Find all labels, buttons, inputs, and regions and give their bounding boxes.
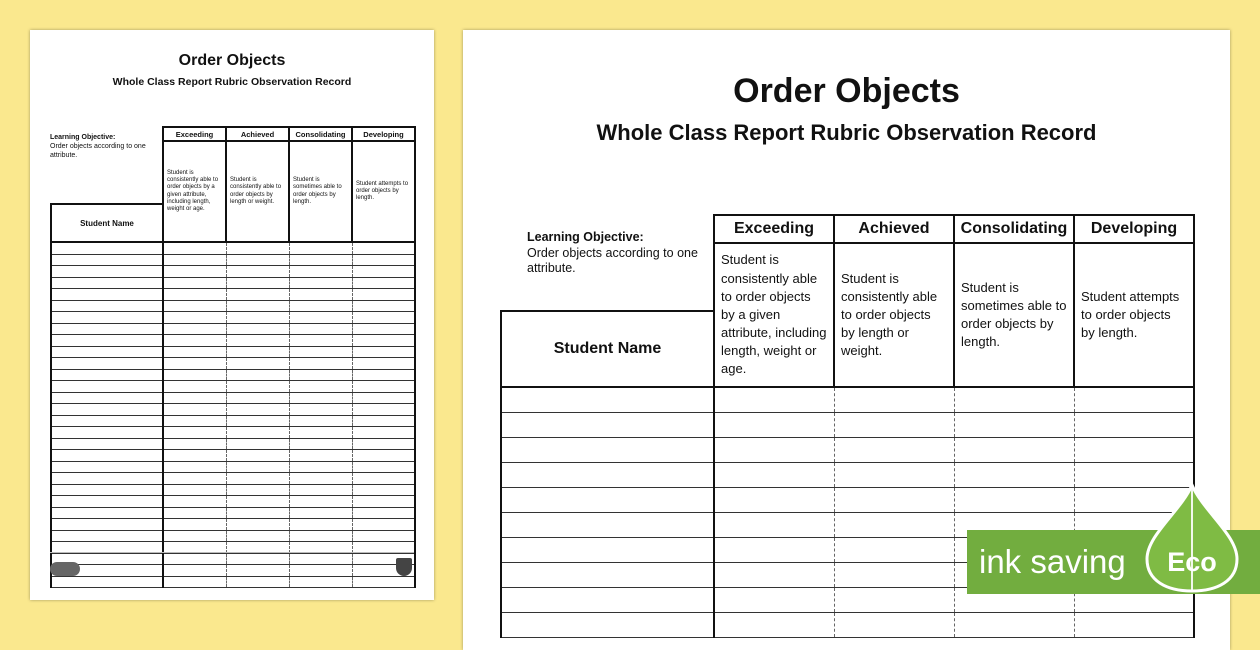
- student-name-cell: [51, 496, 163, 508]
- learning-objective-label: Learning Objective:: [50, 134, 116, 141]
- student-row: [51, 289, 415, 301]
- rating-cell: [352, 438, 415, 450]
- student-row: [51, 565, 415, 577]
- rating-cell: [352, 266, 415, 278]
- rating-cell: [226, 392, 289, 404]
- rating-cell: [226, 254, 289, 266]
- rating-cell: [163, 473, 226, 485]
- rating-cell: [226, 242, 289, 254]
- learning-objective-text: Order objects according to one attribute.: [527, 245, 698, 276]
- rating-cell: [714, 538, 834, 563]
- worksheet-title: Order Objects: [178, 52, 286, 69]
- rating-cell: [352, 358, 415, 370]
- rating-cell: [289, 415, 352, 427]
- student-row: [51, 450, 415, 462]
- objective-spacer: [51, 127, 163, 141]
- rating-cell: [352, 289, 415, 301]
- rating-cell: [163, 381, 226, 393]
- rating-cell: [352, 392, 415, 404]
- rating-cell: [226, 565, 289, 577]
- student-name-cell: [51, 242, 163, 254]
- desc-exceeding: Student is consistently able to order objects by a given attribute, including length, weight or age.: [163, 141, 226, 242]
- rating-cell: [163, 404, 226, 416]
- rating-cell: [163, 369, 226, 381]
- desc-achieved: Student is consistently able to order objects by length or weight.: [834, 243, 954, 387]
- student-name-cell: [501, 613, 714, 638]
- student-name-cell: [51, 484, 163, 496]
- rating-cell: [352, 427, 415, 439]
- rating-cell: [226, 507, 289, 519]
- student-row: [51, 484, 415, 496]
- rating-cell: [289, 576, 352, 588]
- rating-cell: [834, 387, 954, 413]
- rating-cell: [163, 323, 226, 335]
- rating-cell: [834, 438, 954, 463]
- rating-cell: [226, 358, 289, 370]
- student-row: [51, 335, 415, 347]
- rating-cell: [289, 507, 352, 519]
- rating-cell: [289, 519, 352, 531]
- rating-cell: [163, 277, 226, 289]
- rating-cell: [289, 565, 352, 577]
- eco-leaf-icon: [1141, 483, 1243, 593]
- student-name-cell: [501, 488, 714, 513]
- rating-cell: [714, 513, 834, 538]
- rating-cell: [1074, 413, 1194, 438]
- rating-cell: [226, 404, 289, 416]
- rating-cell: [226, 277, 289, 289]
- rating-cell: [289, 335, 352, 347]
- student-row: [51, 519, 415, 531]
- rating-cell: [352, 300, 415, 312]
- desc-exceeding: Student is consistently able to order objects by a given attribute, including length, weight or age.: [714, 243, 834, 387]
- rating-cell: [954, 488, 1074, 513]
- rating-cell: [714, 488, 834, 513]
- student-name-cell: [51, 346, 163, 358]
- student-row: [51, 312, 415, 324]
- rating-cell: [163, 553, 226, 565]
- rating-cell: [289, 530, 352, 542]
- student-row: [51, 277, 415, 289]
- rating-cell: [834, 488, 954, 513]
- rating-cell: [289, 404, 352, 416]
- rating-cell: [226, 369, 289, 381]
- rating-cell: [163, 438, 226, 450]
- student-name-cell: [501, 463, 714, 488]
- eco-label: Eco: [1167, 547, 1217, 577]
- student-row: [51, 553, 415, 565]
- header-exceeding: Exceeding: [714, 215, 834, 243]
- student-row: [51, 369, 415, 381]
- student-name-cell: [51, 277, 163, 289]
- student-name-cell: [501, 538, 714, 563]
- rating-cell: [226, 450, 289, 462]
- rating-cell: [834, 463, 954, 488]
- rating-cell: [289, 300, 352, 312]
- rating-cell: [226, 266, 289, 278]
- rating-cell: [289, 484, 352, 496]
- rating-cell: [352, 415, 415, 427]
- rating-cell: [352, 496, 415, 508]
- rating-cell: [289, 496, 352, 508]
- rating-cell: [289, 266, 352, 278]
- rating-cell: [226, 473, 289, 485]
- student-name-cell: [51, 300, 163, 312]
- rating-cell: [163, 266, 226, 278]
- rating-cell: [289, 358, 352, 370]
- student-name-cell: [51, 312, 163, 324]
- student-row: [51, 300, 415, 312]
- rating-cell: [352, 312, 415, 324]
- rating-cell: [163, 427, 226, 439]
- student-name-cell: [51, 461, 163, 473]
- rating-cell: [163, 507, 226, 519]
- student-name-cell: [501, 513, 714, 538]
- footer-divider: [50, 552, 414, 553]
- student-row: [501, 387, 1194, 413]
- student-name-cell: [51, 415, 163, 427]
- rating-cell: [163, 565, 226, 577]
- rating-cell: [289, 369, 352, 381]
- student-row: [51, 404, 415, 416]
- rating-cell: [352, 369, 415, 381]
- student-name-cell: [51, 519, 163, 531]
- rating-cell: [714, 588, 834, 613]
- student-name-cell: [51, 358, 163, 370]
- rating-cell: [352, 473, 415, 485]
- rating-cell: [289, 346, 352, 358]
- rating-cell: [352, 450, 415, 462]
- rating-cell: [289, 392, 352, 404]
- rating-cell: [954, 387, 1074, 413]
- rating-cell: [352, 484, 415, 496]
- rating-cell: [1074, 613, 1194, 638]
- student-row: [51, 323, 415, 335]
- student-row: [51, 358, 415, 370]
- rating-cell: [954, 413, 1074, 438]
- worksheet-subtitle: Whole Class Report Rubric Observation Record: [596, 120, 1097, 145]
- student-rows: [501, 387, 1194, 638]
- student-name-cell: [51, 576, 163, 588]
- rating-cell: [289, 427, 352, 439]
- student-name-header: Student Name: [501, 311, 714, 387]
- rating-cell: [226, 484, 289, 496]
- worksheet-subtitle: Whole Class Report Rubric Observation Record: [112, 76, 352, 88]
- rating-cell: [289, 254, 352, 266]
- rating-cell: [714, 438, 834, 463]
- student-row: [51, 576, 415, 588]
- rating-cell: [163, 346, 226, 358]
- rating-cell: [226, 381, 289, 393]
- student-row: [501, 463, 1194, 488]
- rating-cell: [163, 335, 226, 347]
- learning-objective-text: Order objects according to one attribute.: [50, 142, 146, 159]
- rating-cell: [226, 576, 289, 588]
- student-row: [51, 530, 415, 542]
- student-row: [51, 473, 415, 485]
- rating-cell: [163, 450, 226, 462]
- student-name-cell: [501, 387, 714, 413]
- student-name-cell: [51, 404, 163, 416]
- student-name-cell: [51, 323, 163, 335]
- desc-achieved: Student is consistently able to order objects by length or weight.: [226, 141, 289, 242]
- rating-cell: [352, 519, 415, 531]
- rating-cell: [714, 387, 834, 413]
- rating-cell: [714, 413, 834, 438]
- student-row: [51, 254, 415, 266]
- rating-cell: [226, 312, 289, 324]
- student-name-cell: [501, 588, 714, 613]
- rating-cell: [226, 323, 289, 335]
- rating-cell: [289, 312, 352, 324]
- student-name-cell: [501, 413, 714, 438]
- desc-consolidating: Student is sometimes able to order objects by length.: [289, 141, 352, 242]
- rating-cell: [834, 563, 954, 588]
- objective-spacer: [501, 215, 714, 243]
- rating-cell: [352, 335, 415, 347]
- rating-cell: [352, 381, 415, 393]
- rating-cell: [352, 242, 415, 254]
- rating-cell: [352, 277, 415, 289]
- rating-cell: [163, 312, 226, 324]
- rating-cell: [226, 335, 289, 347]
- desc-developing: Student attempts to order objects by length.: [352, 141, 415, 242]
- student-name-cell: [51, 507, 163, 519]
- student-row: [51, 346, 415, 358]
- rating-cell: [289, 277, 352, 289]
- rating-cell: [226, 553, 289, 565]
- rating-cell: [226, 346, 289, 358]
- rating-cell: [226, 461, 289, 473]
- student-row: [51, 507, 415, 519]
- rating-cell: [226, 438, 289, 450]
- rating-cell: [1074, 438, 1194, 463]
- student-row: [51, 496, 415, 508]
- rating-cell: [163, 461, 226, 473]
- rating-cell: [352, 404, 415, 416]
- student-row: [501, 413, 1194, 438]
- student-name-cell: [51, 254, 163, 266]
- rating-cell: [352, 530, 415, 542]
- rating-cell: [163, 358, 226, 370]
- student-name-cell: [51, 369, 163, 381]
- worksheet-thumbnail: [30, 30, 434, 600]
- rating-cell: [352, 576, 415, 588]
- desc-developing: Student attempts to order objects by length.: [1074, 243, 1194, 387]
- rating-cell: [1074, 387, 1194, 413]
- student-name-cell: [51, 473, 163, 485]
- rating-cell: [163, 300, 226, 312]
- student-row: [51, 461, 415, 473]
- rating-cell: [834, 588, 954, 613]
- rating-cell: [352, 346, 415, 358]
- ink-saving-label: ink saving: [979, 543, 1126, 580]
- student-row: [501, 438, 1194, 463]
- rating-cell: [289, 438, 352, 450]
- rating-cell: [226, 519, 289, 531]
- student-row: [51, 381, 415, 393]
- header-consolidating: Consolidating: [954, 215, 1074, 243]
- rating-cell: [163, 496, 226, 508]
- header-consolidating: Consolidating: [289, 127, 352, 141]
- rating-cell: [352, 507, 415, 519]
- rating-cell: [226, 530, 289, 542]
- student-row: [51, 392, 415, 404]
- student-row: [51, 438, 415, 450]
- rating-cell: [352, 461, 415, 473]
- student-name-cell: [51, 450, 163, 462]
- student-name-cell: [51, 438, 163, 450]
- brand-logo-icon: [50, 562, 80, 576]
- rating-cell: [163, 392, 226, 404]
- rating-cell: [289, 461, 352, 473]
- rating-cell: [954, 613, 1074, 638]
- rubric-table: [50, 126, 416, 588]
- student-row: [501, 488, 1194, 513]
- rating-cell: [163, 530, 226, 542]
- rating-cell: [289, 553, 352, 565]
- student-name-cell: [51, 530, 163, 542]
- student-name-header: Student Name: [51, 204, 163, 242]
- student-name-cell: [51, 392, 163, 404]
- rating-cell: [226, 427, 289, 439]
- rating-cell: [834, 413, 954, 438]
- rating-cell: [163, 576, 226, 588]
- student-name-cell: [51, 289, 163, 301]
- rating-cell: [163, 289, 226, 301]
- rating-cell: [714, 463, 834, 488]
- rating-cell: [352, 323, 415, 335]
- rating-cell: [289, 381, 352, 393]
- objective-spacer: [501, 243, 714, 311]
- rating-cell: [226, 496, 289, 508]
- rating-cell: [226, 415, 289, 427]
- rating-cell: [163, 484, 226, 496]
- student-row: [51, 266, 415, 278]
- header-achieved: Achieved: [226, 127, 289, 141]
- rating-cell: [163, 519, 226, 531]
- rating-cell: [714, 613, 834, 638]
- header-developing: Developing: [352, 127, 415, 141]
- student-name-cell: [501, 563, 714, 588]
- student-name-cell: [51, 266, 163, 278]
- objective-spacer: [51, 141, 163, 204]
- student-name-cell: [51, 381, 163, 393]
- rating-cell: [954, 438, 1074, 463]
- student-row: [51, 427, 415, 439]
- student-name-cell: [51, 427, 163, 439]
- header-achieved: Achieved: [834, 215, 954, 243]
- rating-cell: [289, 289, 352, 301]
- rating-cell: [834, 538, 954, 563]
- rating-cell: [226, 300, 289, 312]
- rating-cell: [289, 323, 352, 335]
- student-name-cell: [501, 438, 714, 463]
- rating-cell: [289, 473, 352, 485]
- rating-cell: [163, 254, 226, 266]
- rating-cell: [834, 513, 954, 538]
- worksheet-title: Order Objects: [733, 72, 960, 110]
- student-row: [501, 613, 1194, 638]
- student-row: [51, 242, 415, 254]
- rating-cell: [289, 450, 352, 462]
- student-name-cell: [51, 335, 163, 347]
- rating-cell: [226, 289, 289, 301]
- brand-seal-icon: [396, 558, 412, 576]
- desc-consolidating: Student is sometimes able to order objects by length.: [954, 243, 1074, 387]
- student-row: [51, 415, 415, 427]
- rating-cell: [714, 563, 834, 588]
- student-rows: [51, 242, 415, 588]
- header-exceeding: Exceeding: [163, 127, 226, 141]
- header-developing: Developing: [1074, 215, 1194, 243]
- rating-cell: [163, 415, 226, 427]
- rating-cell: [834, 613, 954, 638]
- rating-cell: [954, 463, 1074, 488]
- rating-cell: [289, 242, 352, 254]
- rating-cell: [352, 254, 415, 266]
- learning-objective-label: Learning Objective:: [527, 230, 644, 244]
- rating-cell: [163, 242, 226, 254]
